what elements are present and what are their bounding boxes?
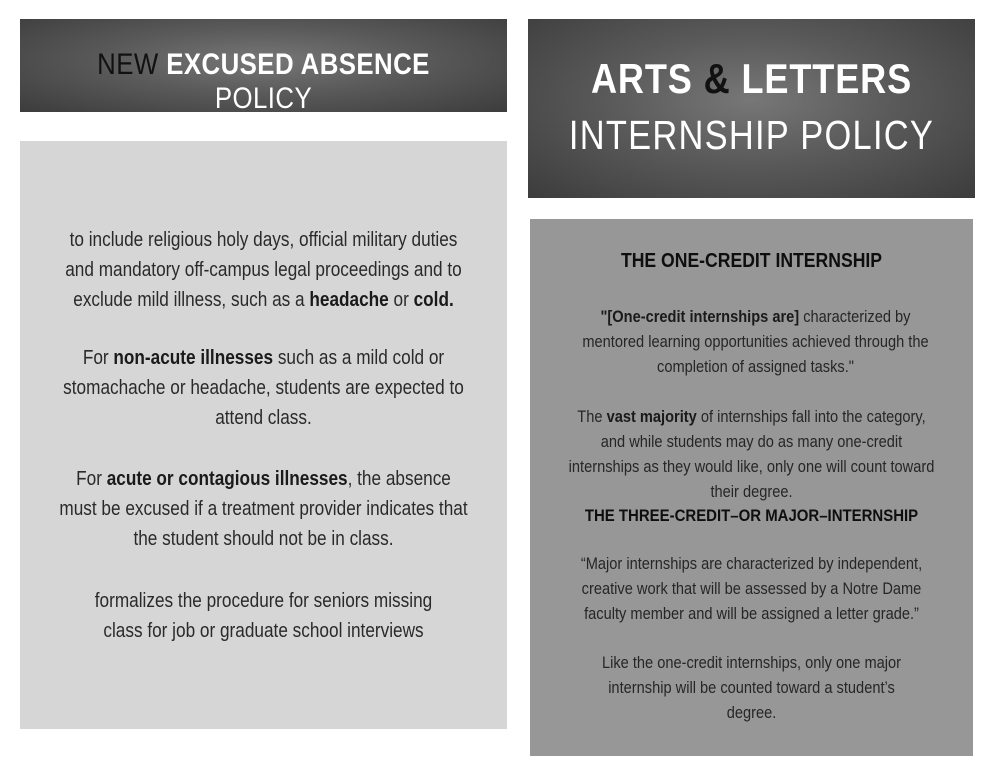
major-internship-heading: THE THREE-CREDIT–OR MAJOR–INTERNSHIP [584, 506, 919, 525]
excused-absence-panel [20, 141, 507, 729]
p3-bold: acute or contagious illnesses [106, 468, 348, 490]
title-arts: ARTS [590, 55, 693, 102]
arts-letters-title [559, 56, 943, 102]
title-policy: POLICY [214, 82, 313, 115]
p1-cold: cold. [413, 289, 454, 311]
religious-holidays-paragraph [59, 225, 468, 315]
title-new: NEW [97, 48, 159, 81]
p1-or: or [393, 289, 409, 311]
p3-pre: For [76, 468, 102, 490]
vast-majority-paragraph [564, 404, 938, 504]
quote1-rest: characterized by mentored learning opportunities achieved through the completion of assigned tasks." [582, 307, 929, 376]
seniors-interviews-paragraph: formalizes the procedure for seniors missing class for job or graduate school interviews [94, 590, 433, 642]
p2-pre: For [82, 347, 109, 369]
major-internship-quote: “Major internships are characterized by independent, creative work that will be assessed by a Notre Dame faculty member and will be assigned a letter grade.” [580, 554, 923, 623]
p2-pre: The [577, 407, 603, 426]
excused-absence-banner [20, 19, 507, 115]
p2-post: such as a mild cold or stomachache or headache, students are expected to attend class. [63, 347, 464, 429]
one-credit-quote [570, 304, 941, 379]
title-letters: LETTERS [741, 55, 913, 102]
p2-bold: vast majority [606, 407, 697, 426]
excused-absence-title [54, 48, 473, 116]
non-acute-paragraph [59, 343, 468, 433]
acute-paragraph [59, 464, 468, 554]
p2-post: of internships fall into the category, and while students may do as many one-credit internships as they would like, only one will count toward their degree. [568, 407, 935, 501]
quote1-bold: "[One-credit internships are] [600, 307, 800, 326]
one-credit-heading: THE ONE-CREDIT INTERNSHIP [620, 250, 883, 272]
internship-policy-banner [528, 19, 975, 198]
p2-bold: non-acute illnesses [113, 347, 274, 369]
p1-text: to include religious holy days, official military duties and mandatory off-campus legal proceedings and to exclude mild illness, such as a [65, 229, 462, 311]
internship-policy-title: INTERNSHIP POLICY [568, 112, 935, 158]
major-internship-paragraph: Like the one-credit internships, only one major internship will be counted toward a student’s degree. [601, 653, 902, 722]
title-ampersand: & [703, 55, 731, 102]
p3-post: , the absence must be excused if a treatment provider indicates that the student should not be in class. [59, 468, 468, 550]
internship-panel [530, 219, 973, 756]
title-excused-absence: EXCUSED ABSENCE [166, 48, 430, 81]
p1-headache: headache [309, 289, 389, 311]
